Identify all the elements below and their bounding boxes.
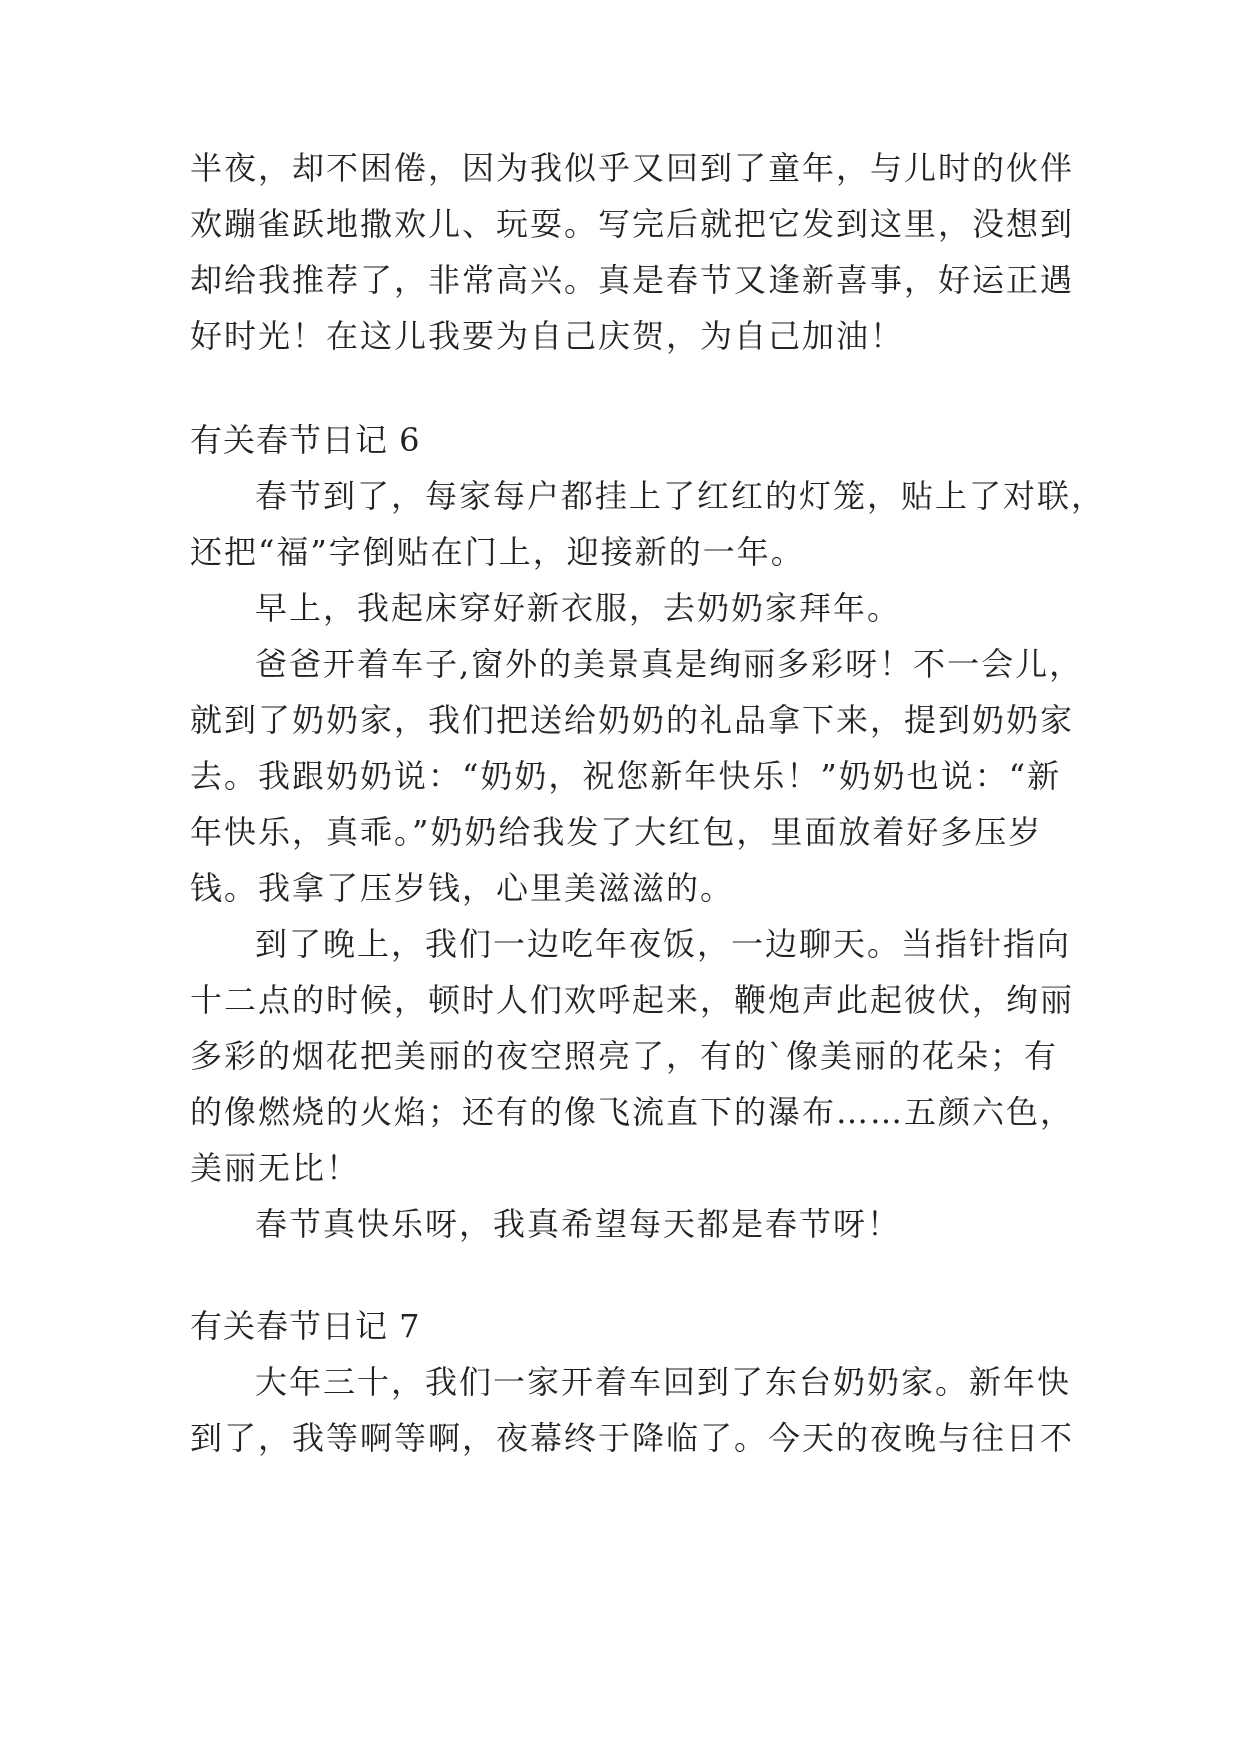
section-heading: 有关春节日记 6 — [190, 421, 421, 459]
text-line: 到了晚上，我们一边吃年夜饭，一边聊天。当指针指向 — [255, 925, 1072, 963]
text-line: 欢蹦雀跃地撒欢儿、玩耍。写完后就把它发到这里，没想到 — [190, 205, 1075, 243]
text-line: 就到了奶奶家，我们把送给奶奶的礼品拿下来，提到奶奶家 — [190, 701, 1075, 739]
text-line: 却给我推荐了，非常高兴。真是春节又逢新喜事，好运正遇 — [190, 261, 1075, 299]
text-line: 大年三十，我们一家开着车回到了东台奶奶家。新年快 — [255, 1363, 1072, 1401]
text-line: 美丽无比！ — [190, 1149, 361, 1187]
text-line: 还把“福”字倒贴在门上，迎接新的一年。 — [190, 533, 805, 571]
text-line: 好时光！在这儿我要为自己庆贺，为自己加油！ — [190, 317, 905, 355]
text-line: 年快乐，真乖。”奶奶给我发了大红包，里面放着好多压岁 — [190, 813, 1043, 851]
text-line: 春节真快乐呀，我真希望每天都是春节呀！ — [255, 1205, 902, 1243]
text-line: 多彩的烟花把美丽的夜空照亮了，有的`像美丽的花朵；有 — [190, 1037, 1059, 1075]
text-line: 去。我跟奶奶说：“奶奶，祝您新年快乐！”奶奶也说：“新 — [190, 757, 1062, 795]
section-heading: 有关春节日记 7 — [190, 1307, 421, 1345]
text-line: 的像燃烧的火焰；还有的像飞流直下的瀑布……五颜六色， — [190, 1093, 1075, 1131]
text-line: 半夜，却不困倦，因为我似乎又回到了童年，与儿时的伙伴 — [190, 149, 1075, 187]
text-line: 十二点的时候，顿时人们欢呼起来，鞭炮声此起彼伏，绚丽 — [190, 981, 1075, 1019]
text-line: 到了，我等啊等啊，夜幕终于降临了。今天的夜晚与往日不 — [190, 1419, 1075, 1457]
text-line: 早上，我起床穿好新衣服，去奶奶家拜年。 — [255, 589, 902, 627]
text-line: 钱。我拿了压岁钱，心里美滋滋的。 — [190, 869, 735, 907]
text-line: 春节到了，每家每户都挂上了红红的灯笼，贴上了对联， — [255, 477, 1106, 515]
text-line: 爸爸开着车子,窗外的美景真是绚丽多彩呀！不一会儿， — [255, 645, 1084, 683]
